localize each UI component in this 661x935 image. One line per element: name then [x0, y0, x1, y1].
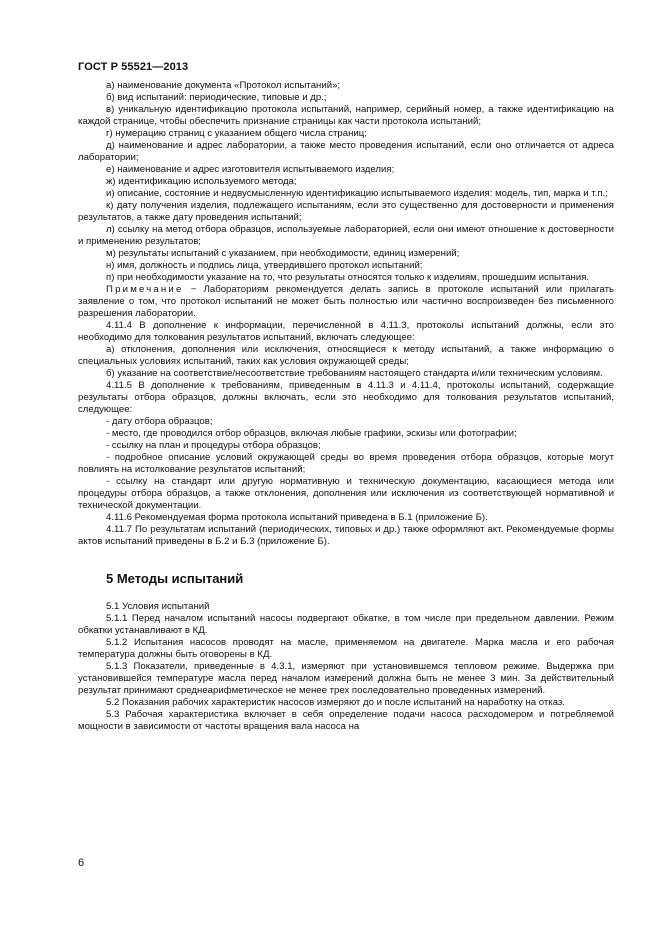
list-item-a: а) наименование документа «Протокол испытаний»; — [106, 80, 341, 91]
note-text: − Лабораториям рекомендуется делать запись в протоколе испытаний или прилагать заявление о том, что протокол испытаний не может быть полностью или частично воспроизведен без письменного разрешения лаборатории. — [78, 284, 614, 319]
clause-4-11-5-dash-2: - место, где проводился отбор образцов, включая любые графики, эскизы или фотографии; — [106, 428, 517, 439]
clause-5-1-1: 5.1.1 Перед началом испытаний насосы подвергают обкатке, в том числе при предельном давлении. Режим обкатки устанавливают в КД. — [78, 613, 614, 636]
clause-4-11-6: 4.11.6 Рекомендуемая форма протокола испытаний приведена в Б.1 (приложение Б). — [106, 512, 488, 523]
clause-4-11-5-dash-3: - ссылку на план и процедуры отбора образцов; — [106, 440, 321, 451]
clause-5-3: 5.3 Рабочая характеристика включает в себя определение подачи насоса расходомером и потребляемой мощности в зависимости от частоты вращения вала насоса на — [78, 709, 614, 732]
clause-4-11-4-item-a: а) отклонения, дополнения или исключения, относящиеся к методу испытаний, а также информацию о специальных условиях испытаний, таких как условия окружающей среды; — [78, 344, 614, 367]
clause-5-1-3: 5.1.3 Показатели, приведенные в 4.3.1, измеряют при установившемся тепловом режиме. Выдержка при установившейся температуре масла перед началом измерений должна быть не менее 3 мин. За действительный результат принимают среднеарифметическое не менее трех последовательно проведенных измерений. — [78, 661, 614, 696]
list-item-m: м) результаты испытаний с указанием, при необходимости, единиц измерений; — [106, 248, 460, 259]
list-item-k: к) дату получения изделия, подлежащего испытаниям, если это существенно для достоверности и применения результатов, а также дату проведения испытаний; — [78, 200, 614, 223]
clause-4-11-4-item-b: б) указание на соответствие/несоответствие требованиям настоящего стандарта и/или техническим условиям. — [106, 368, 603, 379]
list-item-v: в) уникальную идентификацию протокола испытаний, например, серийный номер, а также идентификацию на каждой странице, чтобы обеспечить признание страницы как части протокола испытаний; — [78, 104, 614, 127]
clause-4-11-4: 4.11.4 В дополнение к информации, перечисленной в 4.11.3, протоколы испытаний должны, если это необходимо для толкования результатов испытаний, включать следующее: — [78, 320, 614, 343]
document-body — [78, 80, 614, 733]
list-item-l: л) ссылку на метод отбора образцов, используемые лабораторией, если они имеют отношение к достоверности и применению результатов; — [78, 224, 614, 247]
clause-5-2: 5.2 Показания рабочих характеристик насосов измеряют до и после испытаний на наработку на отказ. — [106, 697, 565, 708]
clause-4-11-5-dash-5: - ссылку на стандарт или другую нормативную и техническую документацию, касающиеся метода или процедуры отбора образцов, а также отклонения, дополнения или исключения из соответствующей нормативной и технической документации. — [78, 476, 614, 511]
page-number: 6 — [78, 857, 85, 869]
note-label: Примечание — [106, 284, 184, 295]
section-spacer — [78, 548, 614, 571]
list-item-p: п) при необходимости указание на то, что результаты относятся только к изделиям, прошедшим испытания. — [106, 272, 590, 283]
note-paragraph — [78, 284, 614, 320]
list-item-e: е) наименование и адрес изготовителя испытываемого изделия; — [106, 164, 395, 175]
clause-4-11-7: 4.11.7 По результатам испытаний (периодических, типовых и др.) также оформляют акт. Рекомендуемые формы актов испытаний приведены в Б.2 и Б.3 (приложение Б). — [78, 524, 614, 547]
list-item-n: н) имя, должность и подпись лица, утвердившего протокол испытаний; — [106, 260, 423, 271]
section-5-title: 5 Методы испытаний — [106, 571, 244, 586]
clause-4-11-5-dash-4: - подробное описание условий окружающей среды во время проведения отбора образцов, которые могут повлиять на истолкование результатов испытаний; — [78, 452, 614, 475]
list-item-i: и) описание, состояние и недвусмысленную идентификацию испытываемого изделия: модель, тип, марка и т.п.; — [106, 188, 608, 199]
list-item-zh: ж) идентификацию используемого метода; — [106, 176, 297, 187]
list-item-g: г) нумерацию страниц с указанием общего числа страниц; — [106, 128, 367, 139]
list-item-b: б) вид испытаний: периодические, типовые и др.; — [106, 92, 327, 103]
list-item-d: д) наименование и адрес лаборатории, а также место проведения испытаний, если оно отличается от адреса лаборатории; — [78, 140, 614, 163]
clause-4-11-5-dash-1: - дату отбора образцов; — [106, 416, 213, 427]
clause-5-1-2: 5.1.2 Испытания насосов проводят на масле, применяемом на двигателе. Марка масла и его рабочая температура должны быть оговорены в КД. — [78, 637, 614, 660]
clause-4-11-5: 4.11.5 В дополнение к требованиям, приведенным в 4.11.3 и 4.11.4, протоколы испытаний, содержащие результаты отбора образцов, должны включать, если это необходимо для толкования результатов испытаний, следующее: — [78, 380, 614, 415]
clause-5-1: 5.1 Условия испытаний — [106, 601, 210, 612]
document-code-header: ГОСТ Р 55521—2013 — [78, 61, 189, 73]
